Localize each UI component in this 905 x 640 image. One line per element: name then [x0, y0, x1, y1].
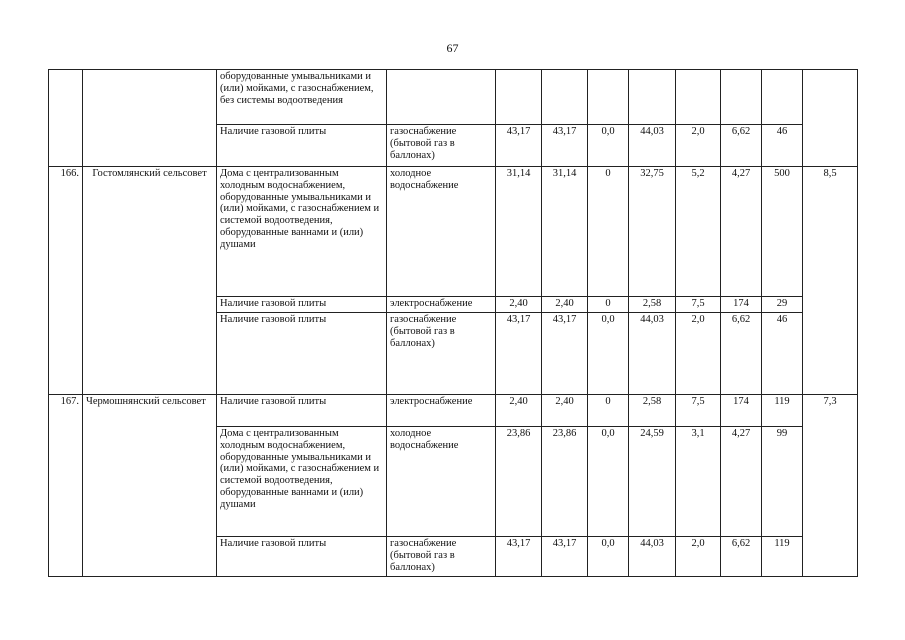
value-cell: 0,0 [588, 313, 629, 395]
value-cell: 2,58 [629, 395, 676, 427]
value-cell: 23,86 [496, 427, 542, 537]
value-cell: 23,86 [542, 427, 588, 537]
value-cell: 31,14 [496, 167, 542, 297]
value-cell: 43,17 [542, 537, 588, 577]
description-cell: Дома с централизованным холодным водоснабжением, оборудованные умывальниками и (или) мойками, с газоснабжением и системой водоотведения, оборудованные ваннами и (или) душами [217, 167, 387, 297]
value-cell: 44,03 [629, 537, 676, 577]
utility-cell [387, 70, 496, 125]
value-cell: 119 [762, 395, 803, 427]
value-cell: 0,0 [588, 537, 629, 577]
description-cell: Наличие газовой плиты [217, 537, 387, 577]
value-cell: 2,0 [676, 313, 721, 395]
value-cell: 46 [762, 313, 803, 395]
value-cell: 7,5 [676, 297, 721, 313]
value-cell: 2,58 [629, 297, 676, 313]
value-cell: 2,40 [496, 395, 542, 427]
utility-cell: электроснабжение [387, 297, 496, 313]
value-cell: 4,27 [721, 167, 762, 297]
value-cell: 2,0 [676, 537, 721, 577]
value-cell: 43,17 [542, 125, 588, 167]
value-cell: 4,27 [721, 427, 762, 537]
value-cell: 32,75 [629, 167, 676, 297]
value-cell: 0 [588, 395, 629, 427]
value-cell: 29 [762, 297, 803, 313]
description-cell: Наличие газовой плиты [217, 313, 387, 395]
utility-cell: газоснабжение (бытовой газ в баллонах) [387, 125, 496, 167]
page-number: 67 [446, 41, 459, 55]
extra-cell: 8,5 [803, 167, 858, 395]
description-cell: оборудованные умывальниками и (или) мойками, с газоснабжением, без системы водоотведения [217, 70, 387, 125]
description-cell: Наличие газовой плиты [217, 395, 387, 427]
value-cell [496, 70, 542, 125]
value-cell: 0 [588, 167, 629, 297]
extra-cell [803, 70, 858, 167]
value-cell [721, 70, 762, 125]
value-cell: 6,62 [721, 125, 762, 167]
value-cell [542, 70, 588, 125]
index-cell: 166. [49, 167, 83, 395]
value-cell: 7,5 [676, 395, 721, 427]
value-cell: 500 [762, 167, 803, 297]
utility-cell: газоснабжение (бытовой газ в баллонах) [387, 537, 496, 577]
extra-cell: 7,3 [803, 395, 858, 577]
value-cell: 6,62 [721, 313, 762, 395]
value-cell: 0,0 [588, 125, 629, 167]
index-cell: 167. [49, 395, 83, 577]
description-cell: Наличие газовой плиты [217, 297, 387, 313]
value-cell: 46 [762, 125, 803, 167]
value-cell: 2,40 [542, 395, 588, 427]
name-cell [83, 70, 217, 167]
value-cell: 2,40 [542, 297, 588, 313]
table-row [49, 167, 858, 297]
value-cell: 44,03 [629, 125, 676, 167]
value-cell: 43,17 [542, 313, 588, 395]
tariff-table [48, 69, 858, 577]
value-cell: 5,2 [676, 167, 721, 297]
description-cell: Наличие газовой плиты [217, 125, 387, 167]
utility-cell: холодное водоснабжение [387, 167, 496, 297]
index-cell [49, 70, 83, 167]
utility-cell: электроснабжение [387, 395, 496, 427]
table-row [49, 70, 858, 125]
value-cell [762, 70, 803, 125]
value-cell: 2,0 [676, 125, 721, 167]
value-cell: 3,1 [676, 427, 721, 537]
utility-cell: газоснабжение (бытовой газ в баллонах) [387, 313, 496, 395]
value-cell [588, 70, 629, 125]
description-cell: Дома с централизованным холодным водоснабжением, оборудованные умывальниками и (или) мойками, с газоснабжением и системой водоотведения, оборудованные ваннами и (или) душами [217, 427, 387, 537]
value-cell: 0,0 [588, 427, 629, 537]
value-cell: 6,62 [721, 537, 762, 577]
value-cell [676, 70, 721, 125]
value-cell: 43,17 [496, 313, 542, 395]
value-cell: 2,40 [496, 297, 542, 313]
value-cell [629, 70, 676, 125]
name-cell: Гостомлянский сельсовет [83, 167, 217, 395]
value-cell: 24,59 [629, 427, 676, 537]
value-cell: 31,14 [542, 167, 588, 297]
value-cell: 43,17 [496, 125, 542, 167]
value-cell: 174 [721, 297, 762, 313]
value-cell: 44,03 [629, 313, 676, 395]
utility-cell: холодное водоснабжение [387, 427, 496, 537]
value-cell: 99 [762, 427, 803, 537]
value-cell: 174 [721, 395, 762, 427]
value-cell: 119 [762, 537, 803, 577]
name-cell: Чермошнянский сельсовет [83, 395, 217, 577]
value-cell: 0 [588, 297, 629, 313]
table-row [49, 395, 858, 427]
value-cell: 43,17 [496, 537, 542, 577]
